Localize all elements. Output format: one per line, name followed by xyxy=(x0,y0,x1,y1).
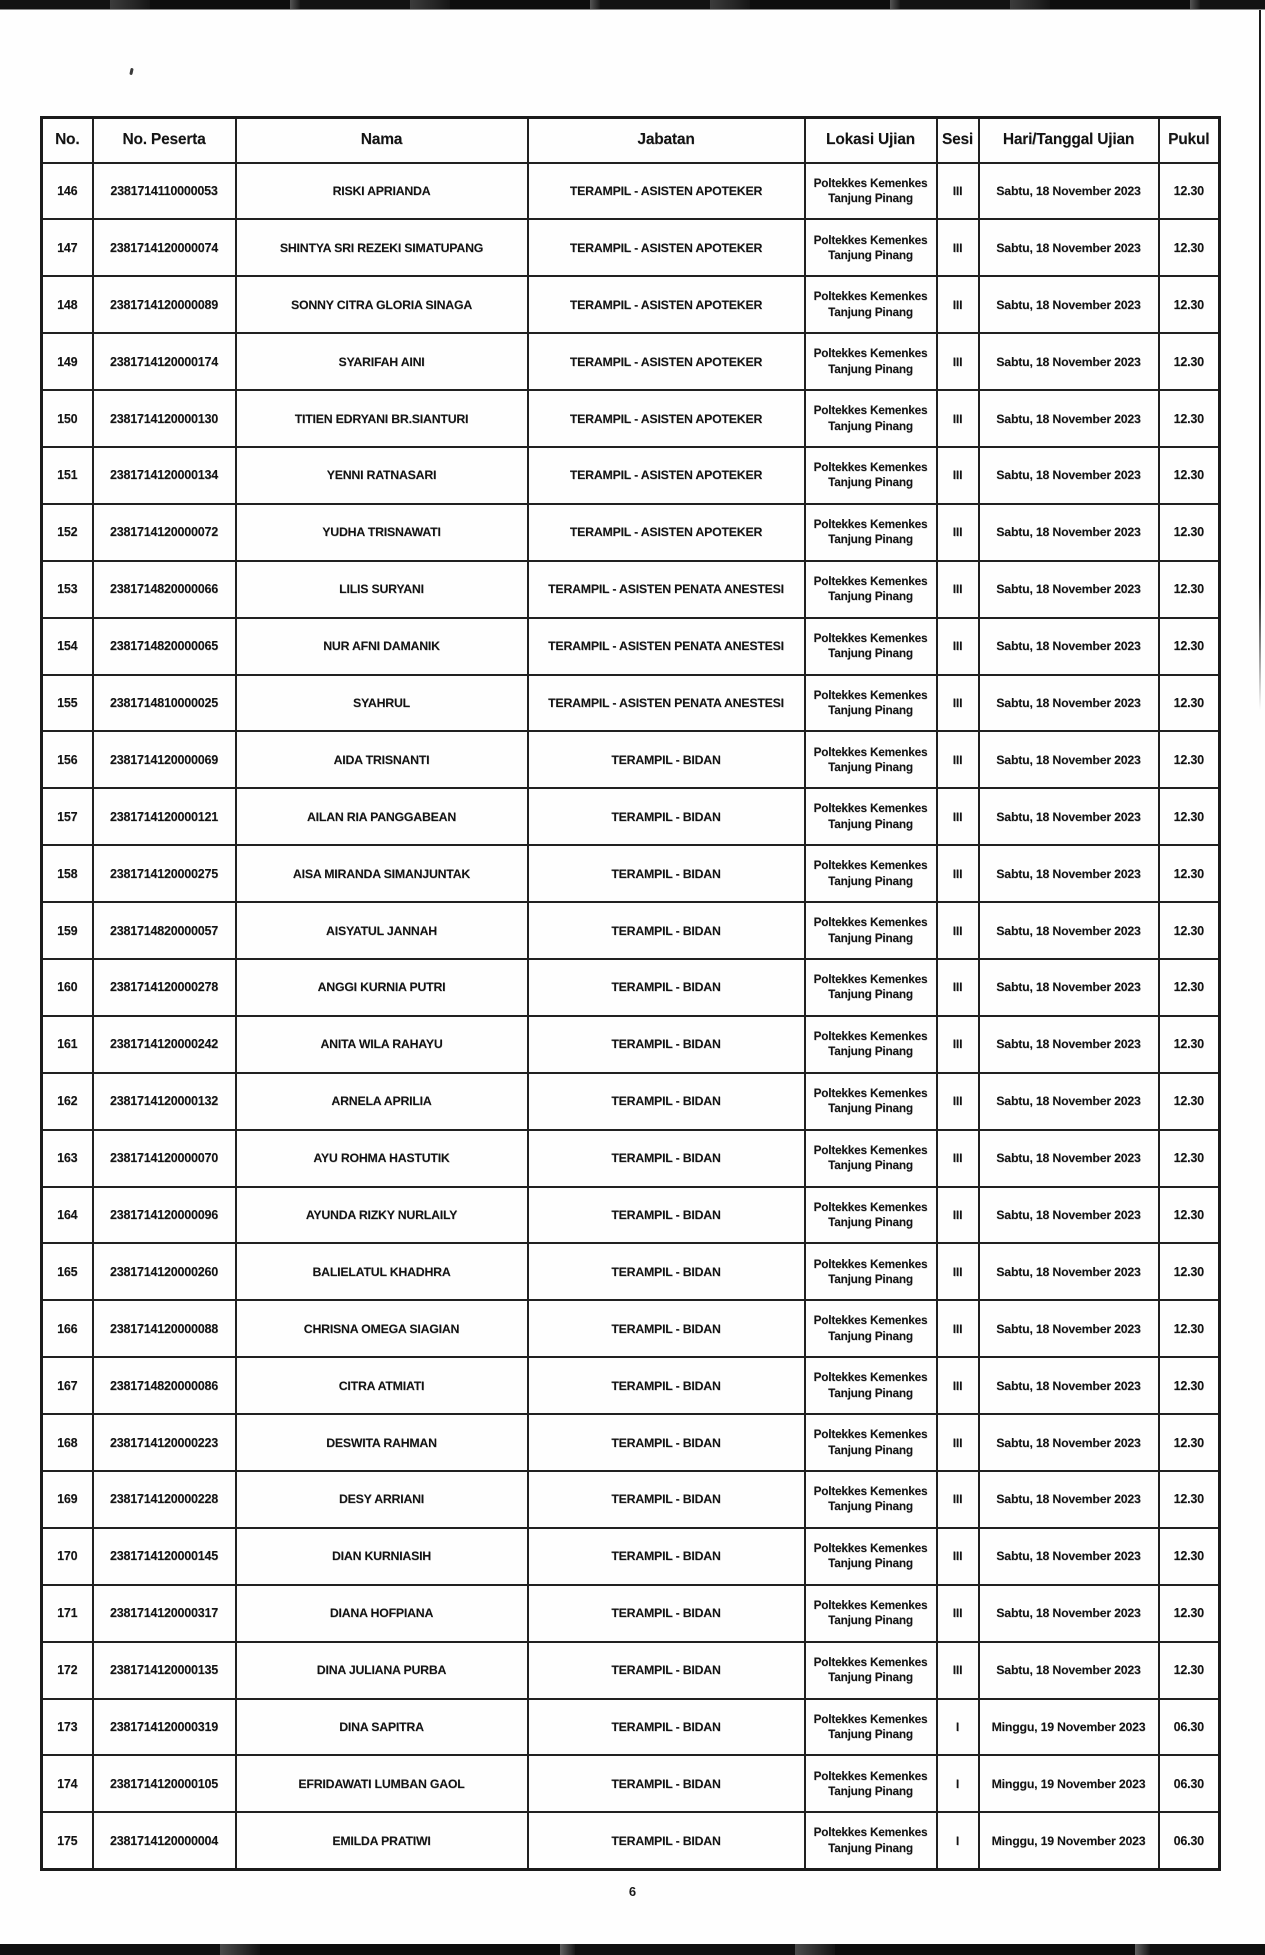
table-row xyxy=(42,1130,1220,1187)
cell-sesi: III xyxy=(937,1073,979,1130)
cell-pukul: 12.30 xyxy=(1159,845,1220,902)
col-header-no-peserta: No. Peserta xyxy=(93,118,236,163)
cell-nama: BALIELATUL KHADHRA xyxy=(236,1243,528,1300)
cell-sesi: III xyxy=(937,1130,979,1187)
cell-sesi: III xyxy=(937,1642,979,1699)
cell-pukul: 12.30 xyxy=(1159,1073,1220,1130)
cell-pukul: 12.30 xyxy=(1159,1016,1220,1073)
cell-jabatan: TERAMPIL - ASISTEN APOTEKER xyxy=(528,447,805,504)
table-row xyxy=(42,1755,1220,1812)
cell-no: 157 xyxy=(42,788,93,845)
cell-nama: LILIS SURYANI xyxy=(236,561,528,618)
cell-pukul: 12.30 xyxy=(1159,276,1220,333)
cell-pukul: 06.30 xyxy=(1159,1812,1220,1869)
cell-nama: DIANA HOFPIANA xyxy=(236,1585,528,1642)
cell-lokasi-ujian: Poltekkes Kemenkes Tanjung Pinang xyxy=(805,1300,937,1357)
cell-jabatan: TERAMPIL - ASISTEN APOTEKER xyxy=(528,276,805,333)
scan-edge-bottom xyxy=(0,1944,1265,1955)
cell-sesi: III xyxy=(937,1528,979,1585)
cell-no: 146 xyxy=(42,163,93,220)
cell-pukul: 12.30 xyxy=(1159,788,1220,845)
cell-no: 171 xyxy=(42,1585,93,1642)
cell-pukul: 12.30 xyxy=(1159,163,1220,220)
cell-lokasi-ujian: Poltekkes Kemenkes Tanjung Pinang xyxy=(805,1528,937,1585)
cell-nama: DINA SAPITRA xyxy=(236,1699,528,1756)
table-row xyxy=(42,1414,1220,1471)
cell-nama: SONNY CITRA GLORIA SINAGA xyxy=(236,276,528,333)
cell-jabatan: TERAMPIL - BIDAN xyxy=(528,1755,805,1812)
cell-hari-tanggal-ujian: Sabtu, 18 November 2023 xyxy=(979,1414,1159,1471)
col-header-pukul: Pukul xyxy=(1159,118,1220,163)
cell-pukul: 12.30 xyxy=(1159,219,1220,276)
cell-nama: AYUNDA RIZKY NURLAILY xyxy=(236,1187,528,1244)
cell-no-peserta: 2381714820000086 xyxy=(93,1357,236,1414)
cell-lokasi-ujian: Poltekkes Kemenkes Tanjung Pinang xyxy=(805,731,937,788)
cell-lokasi-ujian: Poltekkes Kemenkes Tanjung Pinang xyxy=(805,1471,937,1528)
cell-sesi: III xyxy=(937,276,979,333)
cell-jabatan: TERAMPIL - ASISTEN APOTEKER xyxy=(528,504,805,561)
cell-no: 159 xyxy=(42,902,93,959)
table-row xyxy=(42,163,1220,220)
cell-jabatan: TERAMPIL - BIDAN xyxy=(528,1528,805,1585)
cell-lokasi-ujian: Poltekkes Kemenkes Tanjung Pinang xyxy=(805,219,937,276)
cell-nama: SHINTYA SRI REZEKI SIMATUPANG xyxy=(236,219,528,276)
cell-no: 155 xyxy=(42,675,93,732)
cell-pukul: 06.30 xyxy=(1159,1699,1220,1756)
cell-nama: EMILDA PRATIWI xyxy=(236,1812,528,1869)
cell-nama: AISYATUL JANNAH xyxy=(236,902,528,959)
table-row xyxy=(42,1528,1220,1585)
cell-sesi: III xyxy=(937,1016,979,1073)
cell-pukul: 12.30 xyxy=(1159,1187,1220,1244)
cell-no: 158 xyxy=(42,845,93,902)
cell-hari-tanggal-ujian: Sabtu, 18 November 2023 xyxy=(979,1130,1159,1187)
cell-lokasi-ujian: Poltekkes Kemenkes Tanjung Pinang xyxy=(805,1642,937,1699)
table-row xyxy=(42,902,1220,959)
cell-jabatan: TERAMPIL - BIDAN xyxy=(528,1699,805,1756)
cell-pukul: 12.30 xyxy=(1159,618,1220,675)
cell-no-peserta: 2381714120000096 xyxy=(93,1187,236,1244)
cell-jabatan: TERAMPIL - BIDAN xyxy=(528,1300,805,1357)
cell-lokasi-ujian: Poltekkes Kemenkes Tanjung Pinang xyxy=(805,561,937,618)
cell-sesi: III xyxy=(937,561,979,618)
cell-no: 175 xyxy=(42,1812,93,1869)
cell-nama: RISKI APRIANDA xyxy=(236,163,528,220)
cell-jabatan: TERAMPIL - BIDAN xyxy=(528,1073,805,1130)
cell-no: 165 xyxy=(42,1243,93,1300)
cell-sesi: III xyxy=(937,1243,979,1300)
col-header-sesi: Sesi xyxy=(937,118,979,163)
cell-hari-tanggal-ujian: Sabtu, 18 November 2023 xyxy=(979,163,1159,220)
cell-lokasi-ujian: Poltekkes Kemenkes Tanjung Pinang xyxy=(805,959,937,1016)
cell-nama: TITIEN EDRYANI BR.SIANTURI xyxy=(236,390,528,447)
cell-pukul: 12.30 xyxy=(1159,1528,1220,1585)
col-header-no: No. xyxy=(42,118,93,163)
cell-nama: DESY ARRIANI xyxy=(236,1471,528,1528)
cell-hari-tanggal-ujian: Sabtu, 18 November 2023 xyxy=(979,1642,1159,1699)
cell-hari-tanggal-ujian: Sabtu, 18 November 2023 xyxy=(979,1016,1159,1073)
cell-hari-tanggal-ujian: Sabtu, 18 November 2023 xyxy=(979,618,1159,675)
cell-no: 150 xyxy=(42,390,93,447)
cell-hari-tanggal-ujian: Minggu, 19 November 2023 xyxy=(979,1755,1159,1812)
cell-lokasi-ujian: Poltekkes Kemenkes Tanjung Pinang xyxy=(805,902,937,959)
cell-hari-tanggal-ujian: Sabtu, 18 November 2023 xyxy=(979,1528,1159,1585)
cell-sesi: III xyxy=(937,618,979,675)
cell-lokasi-ujian: Poltekkes Kemenkes Tanjung Pinang xyxy=(805,788,937,845)
cell-pukul: 12.30 xyxy=(1159,1130,1220,1187)
cell-no-peserta: 2381714120000242 xyxy=(93,1016,236,1073)
cell-pukul: 12.30 xyxy=(1159,561,1220,618)
cell-sesi: III xyxy=(937,447,979,504)
cell-pukul: 12.30 xyxy=(1159,1642,1220,1699)
cell-jabatan: TERAMPIL - BIDAN xyxy=(528,1471,805,1528)
cell-no-peserta: 2381714120000004 xyxy=(93,1812,236,1869)
cell-lokasi-ujian: Poltekkes Kemenkes Tanjung Pinang xyxy=(805,1016,937,1073)
cell-nama: ANITA WILA RAHAYU xyxy=(236,1016,528,1073)
cell-sesi: III xyxy=(937,675,979,732)
cell-nama: DESWITA RAHMAN xyxy=(236,1414,528,1471)
cell-pukul: 12.30 xyxy=(1159,1243,1220,1300)
col-header-nama: Nama xyxy=(236,118,528,163)
cell-jabatan: TERAMPIL - BIDAN xyxy=(528,1016,805,1073)
cell-no: 169 xyxy=(42,1471,93,1528)
cell-nama: ARNELA APRILIA xyxy=(236,1073,528,1130)
cell-sesi: III xyxy=(937,1187,979,1244)
cell-no-peserta: 2381714120000134 xyxy=(93,447,236,504)
cell-lokasi-ujian: Poltekkes Kemenkes Tanjung Pinang xyxy=(805,1073,937,1130)
cell-no: 170 xyxy=(42,1528,93,1585)
cell-jabatan: TERAMPIL - ASISTEN APOTEKER xyxy=(528,390,805,447)
table-row xyxy=(42,1243,1220,1300)
cell-hari-tanggal-ujian: Sabtu, 18 November 2023 xyxy=(979,1585,1159,1642)
cell-no-peserta: 2381714120000319 xyxy=(93,1699,236,1756)
cell-hari-tanggal-ujian: Sabtu, 18 November 2023 xyxy=(979,447,1159,504)
col-header-jabatan: Jabatan xyxy=(528,118,805,163)
cell-lokasi-ujian: Poltekkes Kemenkes Tanjung Pinang xyxy=(805,504,937,561)
cell-jabatan: TERAMPIL - BIDAN xyxy=(528,1357,805,1414)
cell-lokasi-ujian: Poltekkes Kemenkes Tanjung Pinang xyxy=(805,1755,937,1812)
cell-no: 166 xyxy=(42,1300,93,1357)
cell-hari-tanggal-ujian: Sabtu, 18 November 2023 xyxy=(979,333,1159,390)
col-header-lokasi-ujian: Lokasi Ujian xyxy=(805,118,937,163)
cell-pukul: 12.30 xyxy=(1159,504,1220,561)
cell-no: 156 xyxy=(42,731,93,788)
cell-no-peserta: 2381714120000317 xyxy=(93,1585,236,1642)
cell-sesi: III xyxy=(937,504,979,561)
cell-hari-tanggal-ujian: Sabtu, 18 November 2023 xyxy=(979,390,1159,447)
cell-nama: AILAN RIA PANGGABEAN xyxy=(236,788,528,845)
cell-jabatan: TERAMPIL - BIDAN xyxy=(528,845,805,902)
cell-jabatan: TERAMPIL - BIDAN xyxy=(528,959,805,1016)
cell-pukul: 12.30 xyxy=(1159,1471,1220,1528)
cell-hari-tanggal-ujian: Sabtu, 18 November 2023 xyxy=(979,219,1159,276)
cell-lokasi-ujian: Poltekkes Kemenkes Tanjung Pinang xyxy=(805,1357,937,1414)
cell-jabatan: TERAMPIL - BIDAN xyxy=(528,902,805,959)
cell-no-peserta: 2381714120000074 xyxy=(93,219,236,276)
cell-sesi: I xyxy=(937,1812,979,1869)
table-row xyxy=(42,788,1220,845)
table-row xyxy=(42,1357,1220,1414)
col-header-hari-tanggal-ujian: Hari/Tanggal Ujian xyxy=(979,118,1159,163)
table-row xyxy=(42,219,1220,276)
cell-no-peserta: 2381714810000025 xyxy=(93,675,236,732)
cell-hari-tanggal-ujian: Minggu, 19 November 2023 xyxy=(979,1812,1159,1869)
cell-lokasi-ujian: Poltekkes Kemenkes Tanjung Pinang xyxy=(805,675,937,732)
cell-no-peserta: 2381714120000260 xyxy=(93,1243,236,1300)
table-row xyxy=(42,731,1220,788)
cell-lokasi-ujian: Poltekkes Kemenkes Tanjung Pinang xyxy=(805,1699,937,1756)
cell-pukul: 12.30 xyxy=(1159,333,1220,390)
table-row xyxy=(42,1585,1220,1642)
cell-pukul: 06.30 xyxy=(1159,1755,1220,1812)
cell-lokasi-ujian: Poltekkes Kemenkes Tanjung Pinang xyxy=(805,163,937,220)
cell-sesi: I xyxy=(937,1699,979,1756)
cell-no: 167 xyxy=(42,1357,93,1414)
cell-jabatan: TERAMPIL - BIDAN xyxy=(528,1585,805,1642)
cell-lokasi-ujian: Poltekkes Kemenkes Tanjung Pinang xyxy=(805,618,937,675)
cell-lokasi-ujian: Poltekkes Kemenkes Tanjung Pinang xyxy=(805,1130,937,1187)
cell-jabatan: TERAMPIL - BIDAN xyxy=(528,1812,805,1869)
cell-no: 172 xyxy=(42,1642,93,1699)
cell-no-peserta: 2381714120000174 xyxy=(93,333,236,390)
cell-jabatan: TERAMPIL - ASISTEN APOTEKER xyxy=(528,333,805,390)
cell-nama: DINA JULIANA PURBA xyxy=(236,1642,528,1699)
cell-sesi: III xyxy=(937,788,979,845)
cell-hari-tanggal-ujian: Sabtu, 18 November 2023 xyxy=(979,504,1159,561)
table-row xyxy=(42,561,1220,618)
cell-no: 162 xyxy=(42,1073,93,1130)
cell-nama: CITRA ATMIATI xyxy=(236,1357,528,1414)
cell-nama: NUR AFNI DAMANIK xyxy=(236,618,528,675)
cell-hari-tanggal-ujian: Sabtu, 18 November 2023 xyxy=(979,959,1159,1016)
table-row xyxy=(42,1300,1220,1357)
cell-no: 168 xyxy=(42,1414,93,1471)
cell-no: 164 xyxy=(42,1187,93,1244)
cell-hari-tanggal-ujian: Sabtu, 18 November 2023 xyxy=(979,1073,1159,1130)
cell-pukul: 12.30 xyxy=(1159,1414,1220,1471)
cell-sesi: III xyxy=(937,731,979,788)
cell-jabatan: TERAMPIL - ASISTEN PENATA ANESTESI xyxy=(528,561,805,618)
cell-sesi: III xyxy=(937,333,979,390)
cell-hari-tanggal-ujian: Sabtu, 18 November 2023 xyxy=(979,1357,1159,1414)
cell-hari-tanggal-ujian: Sabtu, 18 November 2023 xyxy=(979,788,1159,845)
cell-nama: DIAN KURNIASIH xyxy=(236,1528,528,1585)
cell-nama: CHRISNA OMEGA SIAGIAN xyxy=(236,1300,528,1357)
cell-jabatan: TERAMPIL - BIDAN xyxy=(528,1414,805,1471)
cell-lokasi-ujian: Poltekkes Kemenkes Tanjung Pinang xyxy=(805,276,937,333)
cell-nama: SYARIFAH AINI xyxy=(236,333,528,390)
cell-no: 152 xyxy=(42,504,93,561)
table-row xyxy=(42,618,1220,675)
cell-hari-tanggal-ujian: Sabtu, 18 November 2023 xyxy=(979,1471,1159,1528)
cell-pukul: 12.30 xyxy=(1159,390,1220,447)
table-row xyxy=(42,390,1220,447)
cell-sesi: III xyxy=(937,902,979,959)
cell-nama: SYAHRUL xyxy=(236,675,528,732)
cell-sesi: III xyxy=(937,163,979,220)
table-row xyxy=(42,1187,1220,1244)
cell-no-peserta: 2381714120000223 xyxy=(93,1414,236,1471)
cell-jabatan: TERAMPIL - BIDAN xyxy=(528,788,805,845)
cell-sesi: III xyxy=(937,1471,979,1528)
cell-hari-tanggal-ujian: Minggu, 19 November 2023 xyxy=(979,1699,1159,1756)
table-row xyxy=(42,276,1220,333)
cell-jabatan: TERAMPIL - BIDAN xyxy=(528,1130,805,1187)
cell-sesi: III xyxy=(937,1357,979,1414)
exam-schedule-table xyxy=(40,116,1221,1871)
cell-no: 151 xyxy=(42,447,93,504)
cell-sesi: III xyxy=(937,219,979,276)
cell-nama: AISA MIRANDA SIMANJUNTAK xyxy=(236,845,528,902)
cell-no-peserta: 2381714120000070 xyxy=(93,1130,236,1187)
cell-no: 173 xyxy=(42,1699,93,1756)
table-row xyxy=(42,959,1220,1016)
cell-nama: EFRIDAWATI LUMBAN GAOL xyxy=(236,1755,528,1812)
cell-no-peserta: 2381714120000135 xyxy=(93,1642,236,1699)
cell-jabatan: TERAMPIL - ASISTEN PENATA ANESTESI xyxy=(528,675,805,732)
cell-lokasi-ujian: Poltekkes Kemenkes Tanjung Pinang xyxy=(805,1585,937,1642)
cell-hari-tanggal-ujian: Sabtu, 18 November 2023 xyxy=(979,276,1159,333)
cell-no: 153 xyxy=(42,561,93,618)
cell-nama: YUDHA TRISNAWATI xyxy=(236,504,528,561)
cell-lokasi-ujian: Poltekkes Kemenkes Tanjung Pinang xyxy=(805,1187,937,1244)
cell-no-peserta: 2381714120000069 xyxy=(93,731,236,788)
cell-no-peserta: 2381714120000278 xyxy=(93,959,236,1016)
cell-hari-tanggal-ujian: Sabtu, 18 November 2023 xyxy=(979,675,1159,732)
table-row xyxy=(42,504,1220,561)
cell-no: 147 xyxy=(42,219,93,276)
cell-no-peserta: 2381714120000145 xyxy=(93,1528,236,1585)
cell-no: 154 xyxy=(42,618,93,675)
page-number: 6 xyxy=(628,1884,637,1899)
cell-no-peserta: 2381714120000088 xyxy=(93,1300,236,1357)
cell-jabatan: TERAMPIL - BIDAN xyxy=(528,731,805,788)
cell-no-peserta: 2381714120000121 xyxy=(93,788,236,845)
cell-sesi: III xyxy=(937,959,979,1016)
table-row xyxy=(42,1642,1220,1699)
cell-sesi: III xyxy=(937,390,979,447)
cell-sesi: III xyxy=(937,845,979,902)
cell-jabatan: TERAMPIL - ASISTEN PENATA ANESTESI xyxy=(528,618,805,675)
scan-edge-top xyxy=(0,0,1265,10)
cell-no: 161 xyxy=(42,1016,93,1073)
scan-edge-right xyxy=(1259,10,1261,710)
cell-hari-tanggal-ujian: Sabtu, 18 November 2023 xyxy=(979,845,1159,902)
cell-no: 163 xyxy=(42,1130,93,1187)
cell-no: 149 xyxy=(42,333,93,390)
cell-pukul: 12.30 xyxy=(1159,1357,1220,1414)
header-row xyxy=(42,118,1220,163)
cell-lokasi-ujian: Poltekkes Kemenkes Tanjung Pinang xyxy=(805,1414,937,1471)
cell-no-peserta: 2381714120000089 xyxy=(93,276,236,333)
cell-sesi: III xyxy=(937,1414,979,1471)
cell-no-peserta: 2381714120000105 xyxy=(93,1755,236,1812)
cell-jabatan: TERAMPIL - BIDAN xyxy=(528,1187,805,1244)
cell-hari-tanggal-ujian: Sabtu, 18 November 2023 xyxy=(979,1187,1159,1244)
cell-no-peserta: 2381714120000072 xyxy=(93,504,236,561)
cell-lokasi-ujian: Poltekkes Kemenkes Tanjung Pinang xyxy=(805,333,937,390)
cell-pukul: 12.30 xyxy=(1159,1585,1220,1642)
cell-pukul: 12.30 xyxy=(1159,731,1220,788)
cell-jabatan: TERAMPIL - BIDAN xyxy=(528,1243,805,1300)
cell-pukul: 12.30 xyxy=(1159,675,1220,732)
cell-nama: YENNI RATNASARI xyxy=(236,447,528,504)
cell-lokasi-ujian: Poltekkes Kemenkes Tanjung Pinang xyxy=(805,845,937,902)
cell-jabatan: TERAMPIL - ASISTEN APOTEKER xyxy=(528,163,805,220)
cell-nama: ANGGI KURNIA PUTRI xyxy=(236,959,528,1016)
cell-sesi: III xyxy=(937,1585,979,1642)
cell-lokasi-ujian: Poltekkes Kemenkes Tanjung Pinang xyxy=(805,447,937,504)
cell-lokasi-ujian: Poltekkes Kemenkes Tanjung Pinang xyxy=(805,1243,937,1300)
cell-pukul: 12.30 xyxy=(1159,447,1220,504)
cell-no: 160 xyxy=(42,959,93,1016)
cell-jabatan: TERAMPIL - ASISTEN APOTEKER xyxy=(528,219,805,276)
cell-nama: AIDA TRISNANTI xyxy=(236,731,528,788)
cell-hari-tanggal-ujian: Sabtu, 18 November 2023 xyxy=(979,902,1159,959)
scan-speck xyxy=(129,68,133,75)
table-row xyxy=(42,447,1220,504)
cell-sesi: III xyxy=(937,1300,979,1357)
cell-no-peserta: 2381714820000057 xyxy=(93,902,236,959)
cell-no: 174 xyxy=(42,1755,93,1812)
table-row xyxy=(42,1073,1220,1130)
table-row xyxy=(42,675,1220,732)
cell-nama: AYU ROHMA HASTUTIK xyxy=(236,1130,528,1187)
cell-sesi: I xyxy=(937,1755,979,1812)
cell-lokasi-ujian: Poltekkes Kemenkes Tanjung Pinang xyxy=(805,1812,937,1869)
table-row xyxy=(42,1016,1220,1073)
table-row xyxy=(42,1471,1220,1528)
cell-pukul: 12.30 xyxy=(1159,902,1220,959)
cell-pukul: 12.30 xyxy=(1159,959,1220,1016)
cell-hari-tanggal-ujian: Sabtu, 18 November 2023 xyxy=(979,561,1159,618)
cell-hari-tanggal-ujian: Sabtu, 18 November 2023 xyxy=(979,1300,1159,1357)
cell-no-peserta: 2381714120000228 xyxy=(93,1471,236,1528)
cell-no-peserta: 2381714120000132 xyxy=(93,1073,236,1130)
table-row xyxy=(42,1699,1220,1756)
cell-no-peserta: 2381714820000066 xyxy=(93,561,236,618)
cell-no-peserta: 2381714120000130 xyxy=(93,390,236,447)
cell-pukul: 12.30 xyxy=(1159,1300,1220,1357)
table-row xyxy=(42,845,1220,902)
cell-no: 148 xyxy=(42,276,93,333)
cell-no-peserta: 2381714120000275 xyxy=(93,845,236,902)
cell-hari-tanggal-ujian: Sabtu, 18 November 2023 xyxy=(979,1243,1159,1300)
cell-hari-tanggal-ujian: Sabtu, 18 November 2023 xyxy=(979,731,1159,788)
cell-no-peserta: 2381714820000065 xyxy=(93,618,236,675)
table-row xyxy=(42,1812,1220,1869)
cell-jabatan: TERAMPIL - BIDAN xyxy=(528,1642,805,1699)
table-row xyxy=(42,333,1220,390)
cell-no-peserta: 2381714110000053 xyxy=(93,163,236,220)
cell-lokasi-ujian: Poltekkes Kemenkes Tanjung Pinang xyxy=(805,390,937,447)
